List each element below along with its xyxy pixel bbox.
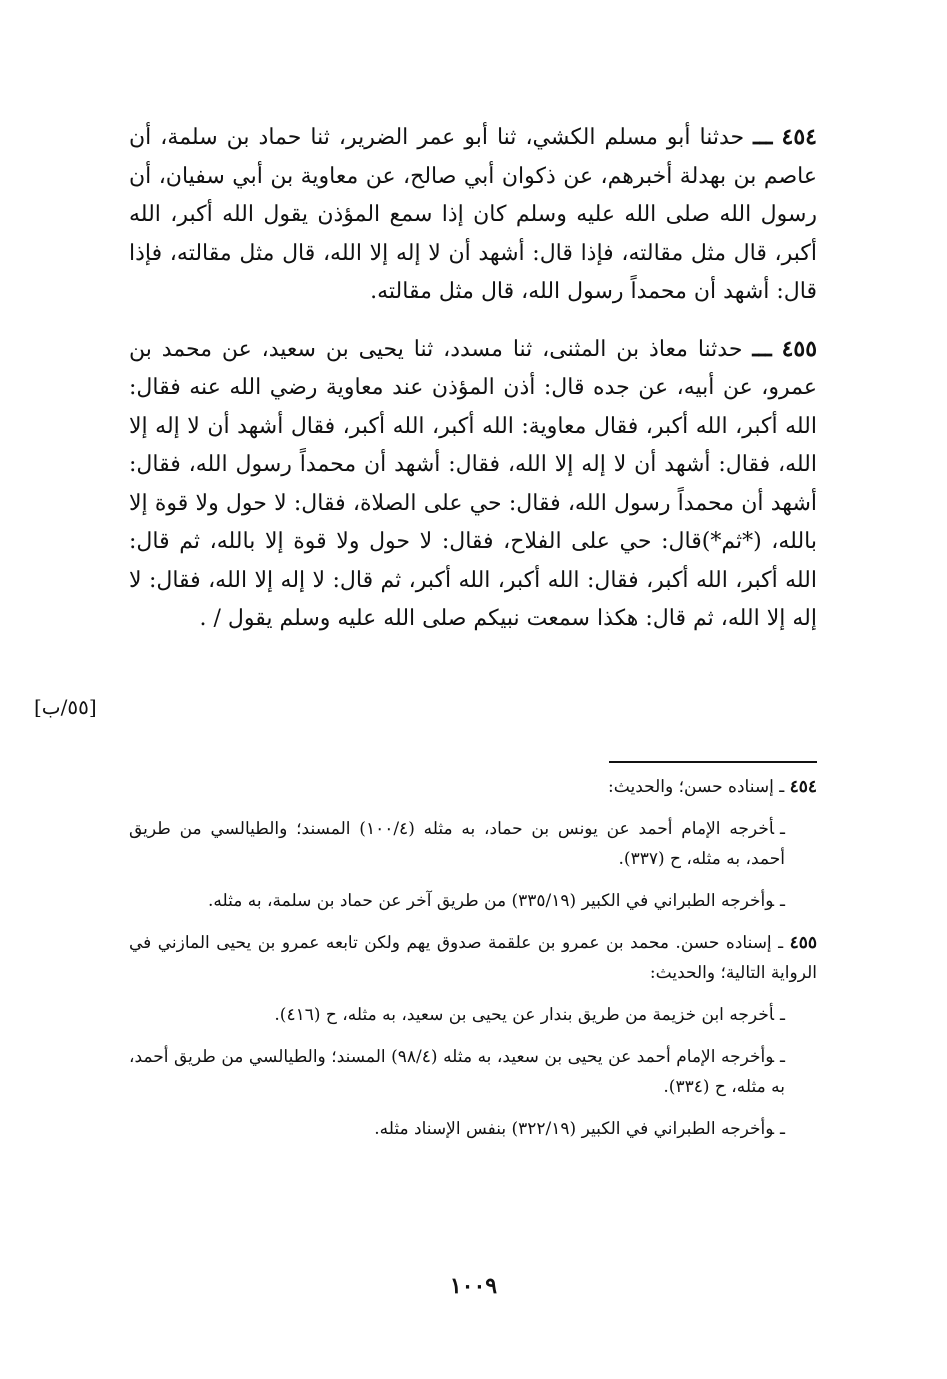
hadith-text: حدثنا أبو مسلم الكشي، ثنا أبو عمر الضرير، ثنا حماد بن سلمة، أن عاصم بن بهدلة أخبرهم، عن ذكوان أبي صالح، عن معاوية بن أبي سفيان، أن رسول الله صلى الله عليه وسلم كان إذا سمع المؤذن يقول الله أكبر، الله أكبر، قال مثل مقالته، فإذا قال: أشهد أن لا إله إلا الله، قال مثل مقالته، فإذا قال: أشهد أن محمداً رسول الله، قال مثل مقالته.: [129, 125, 817, 304]
footnote-item: [129, 814, 817, 874]
footnote-item-dash: ـ: [780, 891, 785, 911]
footnote-item-text: أخرجه الإمام أحمد عن يونس بن حماد، به مثله (١٠٠/٤) المسند؛ والطيالسي من طريق أحمد، به مثله، ح (٣٣٧).: [129, 819, 785, 869]
footnote-item-dash: ـ: [780, 819, 785, 839]
footnote-number: ٤٥٥: [789, 933, 817, 953]
page-number: ١٠٠٩: [449, 1273, 498, 1299]
footnote-item-text: وأخرجه الطبراني في الكبير (٣٢٢/١٩) بنفس الإسناد مثله.: [374, 1119, 775, 1139]
footnote-separator: [609, 761, 817, 763]
footnote-455-heading: [129, 928, 817, 988]
footnote-heading-text: إسناده حسن؛ والحديث:: [608, 777, 774, 797]
main-text: [129, 118, 817, 657]
hadith-dash: ـــ: [752, 335, 772, 362]
footnote-item: [129, 1000, 817, 1030]
hadith-number: ٤٥٤: [781, 124, 817, 150]
footnote-item: [129, 1114, 817, 1144]
footnotes: [129, 772, 817, 1156]
footnote-item-text: أخرجه ابن خزيمة من طريق بندار عن يحيى بن سعيد، به مثله، ح (٤١٦).: [274, 1005, 775, 1025]
footnote-number: ٤٥٤: [789, 777, 817, 797]
footnote-dash: ـ: [779, 777, 785, 797]
footnote-item: [129, 1042, 817, 1102]
hadith-number: ٤٥٥: [781, 335, 818, 362]
footnote-454-heading: [129, 772, 817, 802]
hadith-dash: ـــ: [753, 124, 773, 150]
footnote-item-text: وأخرجه الإمام أحمد عن يحيى بن سعيد، به مثله (٩٨/٤) المسند؛ والطيالسي من طريق أحمد، به مثله، ح (٣٣٤).: [129, 1047, 785, 1097]
footnote-item-dash: ـ: [780, 1005, 785, 1025]
hadith-text: حدثنا معاذ بن المثنى، ثنا مسدد، ثنا يحيى بن سعيد، عن محمد بن عمرو، عن أبيه، عن جده قال: أذن المؤذن عند معاوية رضي الله عنه فقال: الله أكبر، الله أكبر، فقال معاوية: الله أكبر، الله أكبر، فقال أشهد أن لا إله إلا الله، فقال: أشهد أن لا إله إلا الله، فقال: أشهد أن محمداً رسول الله، فقال: أشهد أن محمداً رسول الله، فقال: حي على الصلاة، فقال: لا حول ولا قوة إلا بالله، (*ثم*)قال: حي على الفلاح، فقال: لا حول ولا قوة إلا بالله، ثم قال: الله أكبر، الله أكبر، فقال: الله أكبر، الله أكبر، ثم قال: لا إله إلا الله، فقال: لا إله إلا الله، ثم قال: هكذا سمعت نبيكم صلى الله عليه وسلم يقول / .: [129, 336, 817, 631]
footnote-item-text: وأخرجه الطبراني في الكبير (٣٣٥/١٩) من طريق آخر عن حماد بن سلمة، به مثله.: [208, 891, 775, 911]
footnote-heading-text: إسناده حسن. محمد بن عمرو بن علقمة صدوق يهم ولكن تابعه عمرو بن يحيى المازني في الرواية التالية؛ والحديث:: [129, 933, 817, 983]
hadith-455: [129, 330, 817, 639]
footnote-item: [129, 886, 817, 916]
manuscript-folio-marker: [٥٥/ب]: [34, 695, 97, 719]
hadith-454: [129, 118, 817, 312]
footnote-item-dash: ـ: [780, 1047, 785, 1067]
footnote-dash: ـ: [778, 933, 784, 953]
footnote-item-dash: ـ: [780, 1119, 785, 1139]
